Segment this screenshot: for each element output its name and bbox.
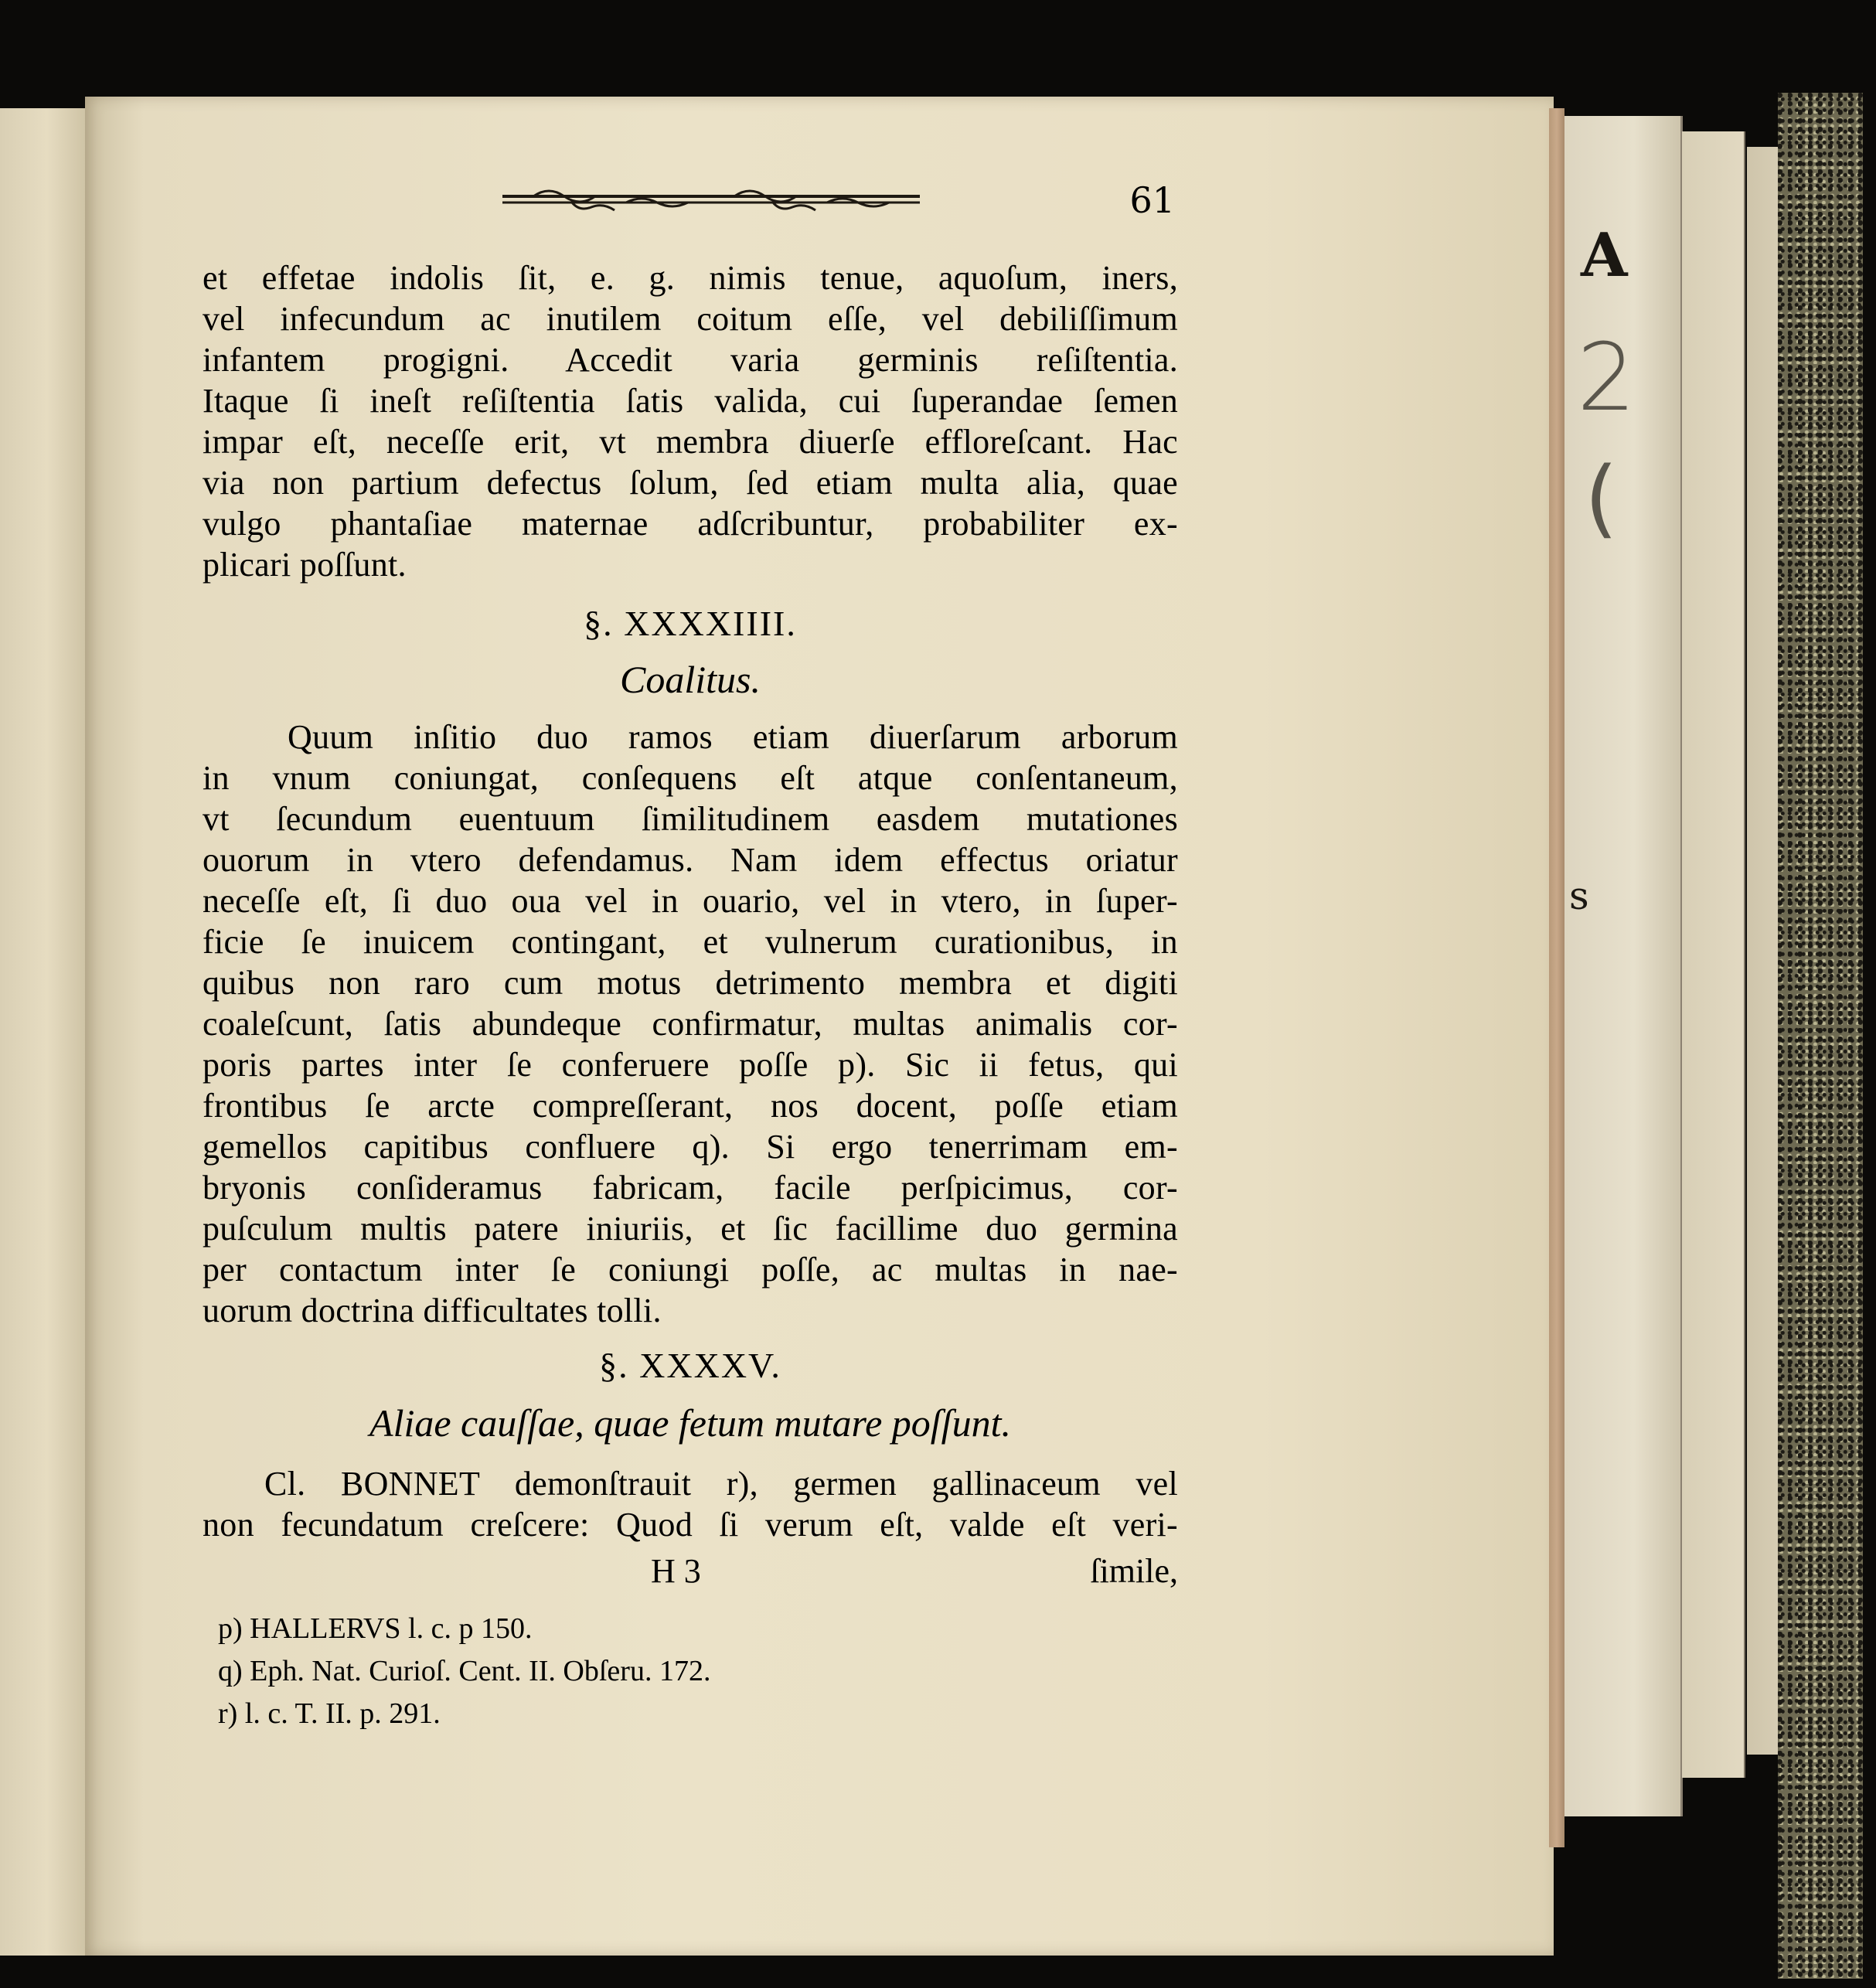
index-tab-strip-2 <box>1682 131 1745 1778</box>
text-line: infantem progigni. Accedit varia germinis reſiſtentia. <box>203 341 1178 379</box>
page-footer <box>203 1551 1178 1592</box>
tab-letter: A <box>1581 220 1628 291</box>
footnote: r) l. c. T. II. p. 291. <box>218 1697 441 1730</box>
section-title: Aliae cauſſae, quae fetum mutare poſſunt. <box>369 1401 1011 1445</box>
text-line: Itaque ſi ineſt reſiſtentia ſatis valida, cui ſuperandae ſemen <box>203 382 1178 420</box>
text-line: gemellos capitibus confluere q). Si ergo tenerrimam em- <box>203 1128 1178 1166</box>
ornament-icon <box>502 186 920 216</box>
footnotes <box>218 1608 914 1735</box>
signature-mark: H 3 <box>651 1552 701 1590</box>
text-line: uorum doctrina difficultates tolli. <box>203 1292 662 1329</box>
text-line: in vnum coniungat, conſequens eſt atque conſentaneum, <box>203 759 1178 797</box>
text-line: impar eſt, neceſſe erit, vt membra diuerſe effloreſcant. Hac <box>203 423 1178 461</box>
text-line: et effetae indolis ſit, e. g. nimis tenue, aquoſum, iners, <box>203 259 1178 297</box>
text-line: puſculum multis patere iniuriis, et ſic facillime duo germina <box>203 1210 1178 1248</box>
text-line: vt ſecundum euentuum ſimilitudinem easdem mutationes <box>203 800 1178 838</box>
text-line: frontibus ſe arcte compreſſerant, nos docent, poſſe etiam <box>203 1087 1178 1125</box>
page-header <box>298 179 1175 247</box>
text-line: neceſſe eſt, ſi duo oua vel in ouario, vel in vtero, in ſuper- <box>203 882 1178 920</box>
text-line: vel infecundum ac inutilem coitum eſſe, vel debiliſſimum <box>203 300 1178 338</box>
text-line: plicari poſſunt. <box>203 546 407 584</box>
text-line: Cl. BONNET demonſtrauit r), germen gallinaceum vel <box>264 1465 1178 1503</box>
text-line: ficie ſe inuicem contingant, et vulnerum curationibus, in <box>203 923 1178 961</box>
footnote: p) HALLERVS l. c. p 150. <box>218 1612 533 1645</box>
tab-partial-letter: s <box>1569 873 1589 918</box>
text-line: non fecundatum creſcere: Quod ſi verum eſt, valde eſt veri- <box>203 1506 1178 1544</box>
section-heading: §. XXXXIIII. <box>584 604 797 643</box>
left-page-edge <box>0 108 85 1956</box>
text-line: quibus non raro cum motus detrimento membra et digiti <box>203 964 1178 1002</box>
tab-handwritten-mark: ( <box>1585 448 1618 547</box>
page-number: 61 <box>1129 179 1175 221</box>
page-fore-edge <box>1549 108 1564 1847</box>
text-line: ouorum in vtero defendamus. Nam idem effectus oriatur <box>203 841 1178 879</box>
paragraph-coalitus <box>203 717 1178 1331</box>
catchword: ſimile, <box>1090 1552 1178 1590</box>
paragraph-aliae-caussae <box>203 1463 1178 1545</box>
paragraph-opening <box>203 257 1178 585</box>
text-line: vulgo phantaſiae maternae adſcribuntur, probabiliter ex- <box>203 505 1178 543</box>
text-line: poris partes inter ſe conferuere poſſe p). Sic ii fetus, qui <box>203 1046 1178 1084</box>
footnote: q) Eph. Nat. Curioſ. Cent. II. Obſeru. 172. <box>218 1655 711 1687</box>
marbled-cover <box>1778 93 1863 1979</box>
text-line: via non partium defectus ſolum, ſed etiam multa alia, quae <box>203 464 1178 502</box>
text-line: per contactum inter ſe coniungi poſſe, ac multas in nae- <box>203 1251 1178 1288</box>
section-heading: §. XXXXV. <box>599 1346 781 1385</box>
text-line: Quum inſitio duo ramos etiam diuerſarum arborum <box>288 718 1178 756</box>
text-line: bryonis conſideramus fabricam, facile perſpicimus, cor- <box>203 1169 1178 1207</box>
text-line: coaleſcunt, ſatis abundeque confirmatur, multas animalis cor- <box>203 1005 1178 1043</box>
section-title: Coalitus. <box>620 658 761 701</box>
tab-handwritten-number: 2 <box>1577 325 1636 432</box>
